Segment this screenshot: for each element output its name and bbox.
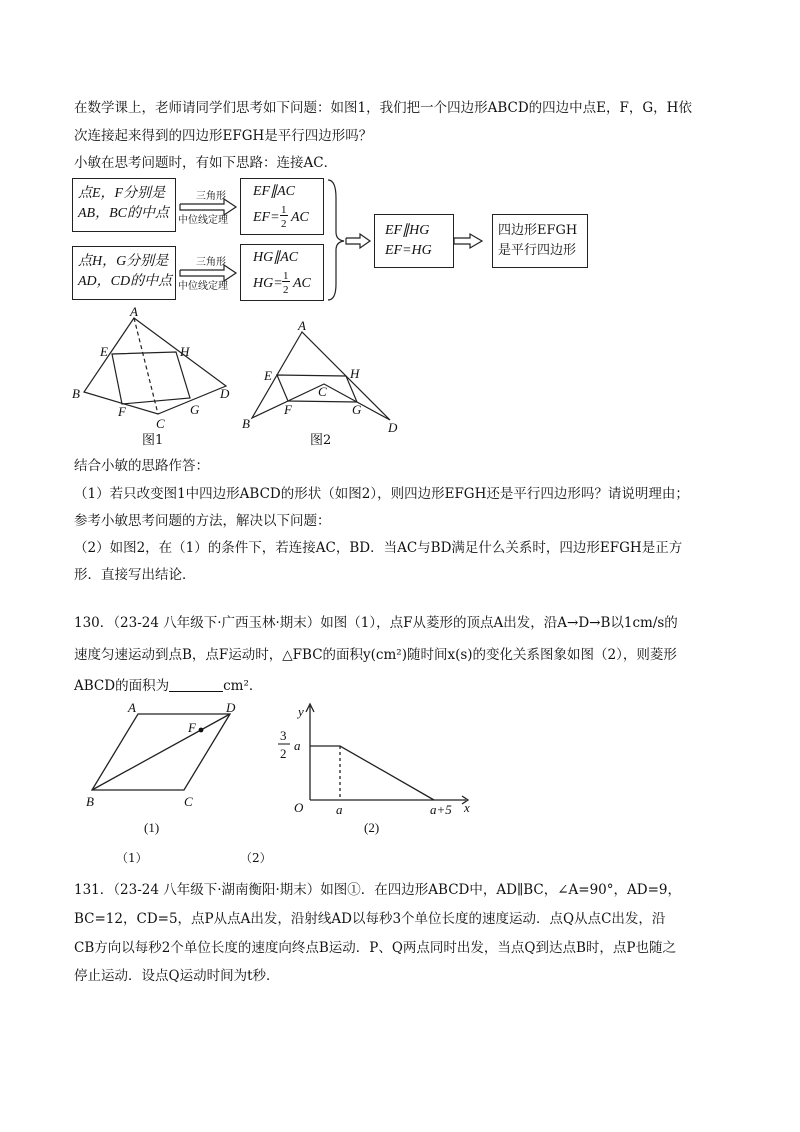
ef-ac: AC xyxy=(291,210,309,225)
q131-line-1: 131．（23-24 八年级下·湖南衡阳·期末）如图①．在四边形ABCD中，AD∥BC，∠A=90°，AD=9， xyxy=(74,882,681,898)
label-c-3: C xyxy=(184,794,193,809)
figure-1 xyxy=(70,306,240,451)
arrow-label-top-1: 三角形 xyxy=(196,191,226,202)
intro-line-2: 次连接起来得到的四边形EFGH是平行四边形吗？ xyxy=(74,128,373,144)
label-d-2: D xyxy=(388,420,398,435)
question-2-line-1: （2）如图2，在（1）的条件下，若连接AC，BD．当AC与BD满足什么关系时，四边形EFGH是正方 xyxy=(74,540,683,556)
label-frac-num: 3 xyxy=(280,728,287,743)
label-e-1: E xyxy=(100,344,108,359)
label-b-1: B xyxy=(72,386,80,401)
flow-box-final xyxy=(492,214,588,268)
flow-box-ef-line2: AB，BC的中点 xyxy=(78,206,169,221)
method-hint: 参考小敏思考问题的方法，解决以下问题： xyxy=(74,513,331,529)
label-c-2: C xyxy=(318,384,327,399)
label-a-plus-5: a+5 xyxy=(430,802,452,817)
label-a-1: A xyxy=(130,304,138,319)
ef-eq: EF= xyxy=(253,210,280,225)
answer-blank[interactable] xyxy=(169,677,223,692)
arrow-label-bottom-1: 中位线定理 xyxy=(178,215,228,226)
label-h-2: H xyxy=(350,366,360,381)
q130-line-1: 130．（23-24 八年级下·广西玉林·期末）如图（1），点F从菱形的顶点A出发，沿A→D→B以1cm/s的 xyxy=(74,615,678,631)
label-x: x xyxy=(464,800,470,815)
label-origin: O xyxy=(294,800,304,815)
frac-num-2: 1 xyxy=(283,270,289,282)
figure-graph-caption: (2) xyxy=(364,820,380,835)
q131-line-2: BC=12，CD=5，点P从点A出发，沿射线AD以每秒3个单位长度的速度运动．点Q从点C出发，沿 xyxy=(74,911,666,927)
label-e-2: E xyxy=(264,368,272,383)
label-a-x: a xyxy=(336,802,343,817)
flow-box-hg-line1: 点H，G分别是 xyxy=(78,254,169,269)
q130-prefix: ABCD的面积为 xyxy=(74,678,170,694)
label-g-2: G xyxy=(352,402,362,417)
point-f xyxy=(199,728,204,733)
label-f-1: F xyxy=(118,404,126,419)
label-h-1: H xyxy=(180,344,190,359)
question-2-line-2: 形．直接写出结论． xyxy=(74,567,196,583)
intro-line-3: 小敏在思考问题时，有如下思路：连接AC． xyxy=(74,155,338,171)
figure-rhombus-caption: (1) xyxy=(144,820,160,835)
flow-box-ef-result xyxy=(240,178,324,235)
quad-efgh-2 xyxy=(277,375,357,402)
figure-2-caption: 图2 xyxy=(310,433,332,448)
figure-graph-subcaption: （2） xyxy=(240,851,272,865)
figure-2 xyxy=(240,318,410,451)
flow-box-ef-midpoints xyxy=(72,178,176,232)
label-a-3: A xyxy=(128,700,136,715)
frac-den: 2 xyxy=(281,218,287,230)
diagonal-bd xyxy=(92,714,230,790)
graph-line xyxy=(310,746,434,800)
arrow-label-top-2: 三角形 xyxy=(196,257,226,268)
frac-den-2: 2 xyxy=(283,284,289,296)
answer-intro: 结合小敏的思路作答： xyxy=(74,458,209,474)
hg-half-ac xyxy=(253,268,323,298)
figure-rhombus-subcaption: （1） xyxy=(116,851,148,865)
intro-line-1: 在数学课上，老师请同学们思考如下问题：如图1，我们把一个四边形ABCD的四边中点E，F，G，H依 xyxy=(74,100,692,116)
final-line2: 是平行四边形 xyxy=(498,243,577,258)
label-g-1: G xyxy=(190,402,200,417)
q131-line-4: 停止运动．设点Q运动时间为t秒． xyxy=(74,968,280,984)
label-a-2: A xyxy=(298,318,306,333)
figure-rhombus xyxy=(80,700,260,865)
label-y: y xyxy=(298,704,304,719)
flow-box-ef-line1: 点E，F分别是 xyxy=(78,186,166,201)
flow-box-conclusion xyxy=(374,214,454,268)
label-frac-den: 2 xyxy=(280,746,287,761)
question-1: （1）若只改变图1中四边形ABCD的形状（如图2），则四边形EFGH还是平行四边形吗？请说明理由； xyxy=(74,486,689,502)
ef-parallel-hg: EF∥HG xyxy=(385,223,430,238)
flow-box-hg-midpoints xyxy=(72,246,176,300)
hg-parallel-ac: HG∥AC xyxy=(253,250,299,265)
label-d-3: D xyxy=(226,700,236,715)
flow-box-hg-line2: AD，CD的中点 xyxy=(78,274,173,289)
label-b-2: B xyxy=(242,416,250,431)
label-a-y: a xyxy=(294,738,301,753)
hg-ac: AC xyxy=(293,276,311,291)
figure-1-caption: 图1 xyxy=(142,433,164,448)
ef-half-ac xyxy=(253,202,323,232)
q130-line-2: 速度匀速运动到点B，点F运动时，△FBC的面积y(cm²)随时间x(s)的变化关系图象如图（2），则菱形 xyxy=(74,647,677,663)
hg-eq: HG= xyxy=(253,276,283,291)
label-f-3: F xyxy=(188,720,196,735)
q130-line-3 xyxy=(74,676,262,696)
q130-unit: cm²． xyxy=(223,678,263,694)
flow-box-hg-result xyxy=(240,244,324,301)
final-line1: 四边形EFGH xyxy=(498,223,578,238)
frac-num: 1 xyxy=(281,204,287,216)
label-d-1: D xyxy=(220,386,230,401)
label-c-1: C xyxy=(156,416,165,431)
ef-parallel-ac: EF∥AC xyxy=(253,184,295,199)
q131-line-3: CB方向以每秒2个单位长度的速度向终点B运动．P、Q两点同时出发，当点Q到达点B时，点P也随之 xyxy=(74,940,676,956)
ef-equal-hg: EF=HG xyxy=(385,243,432,258)
quad-efgh-1 xyxy=(112,352,190,404)
arrow-label-bottom-2: 中位线定理 xyxy=(178,281,228,292)
label-f-2: F xyxy=(284,402,292,417)
label-b-3: B xyxy=(86,794,94,809)
figure-graph xyxy=(240,700,480,865)
